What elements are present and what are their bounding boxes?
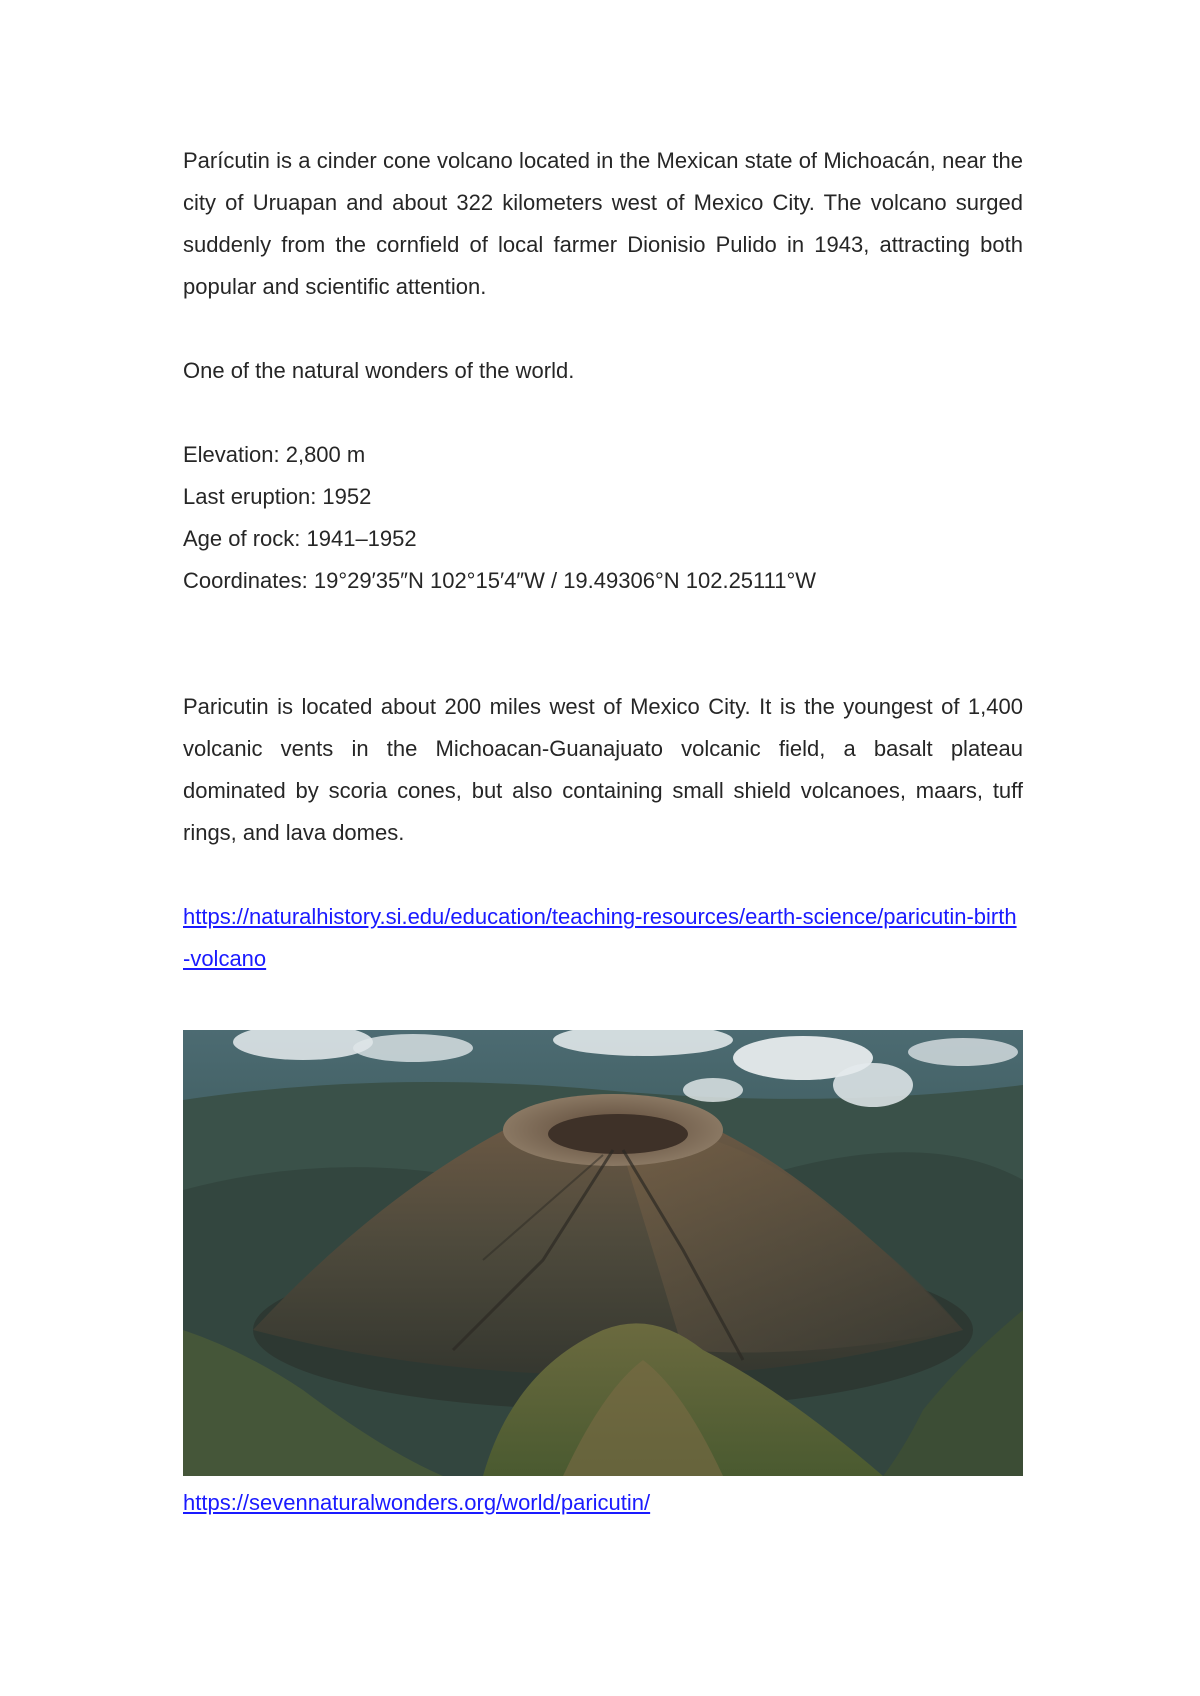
document-body: [183, 140, 1023, 980]
intro-paragraph: Parícutin is a cinder cone volcano located in the Mexican state of Michoacán, near the city of Uruapan and about 322 kilometers west of Mexico City. The volcano surged suddenly from the cornfield of local farmer Dionisio Pulido in 1943, attracting both popular and scientific attention.: [183, 148, 1023, 299]
fact-age-of-rock: Age of rock: 1941–1952: [183, 526, 417, 551]
seven-wonders-link-line: [183, 1482, 1023, 1524]
volcano-photo: [183, 1030, 1023, 1476]
seven-wonders-link[interactable]: https://sevennaturalwonders.org/world/paricutin/: [183, 1490, 651, 1515]
facts-list: [183, 434, 1023, 602]
description-paragraph: Paricutin is located about 200 miles west of Mexico City. It is the youngest of 1,400 volcanic vents in the Michoacan-Guanajuato volcanic field, a basalt plateau dominated by scoria cones, but also containing small shield volcanoes, maars, tuff rings, and lava domes.: [183, 694, 1023, 845]
tagline: One of the natural wonders of the world.: [183, 358, 575, 383]
smithsonian-link-line: [183, 896, 1023, 980]
fact-last-eruption: Last eruption: 1952: [183, 484, 372, 509]
fact-coordinates: Coordinates: 19°29′35″N 102°15′4″W / 19.49306°N 102.25111°W: [183, 568, 817, 593]
fact-elevation: Elevation: 2,800 m: [183, 442, 366, 467]
smithsonian-link[interactable]: https://naturalhistory.si.edu/education/teaching-resources/earth-science/paricutin-birth-volcano: [183, 904, 1017, 971]
